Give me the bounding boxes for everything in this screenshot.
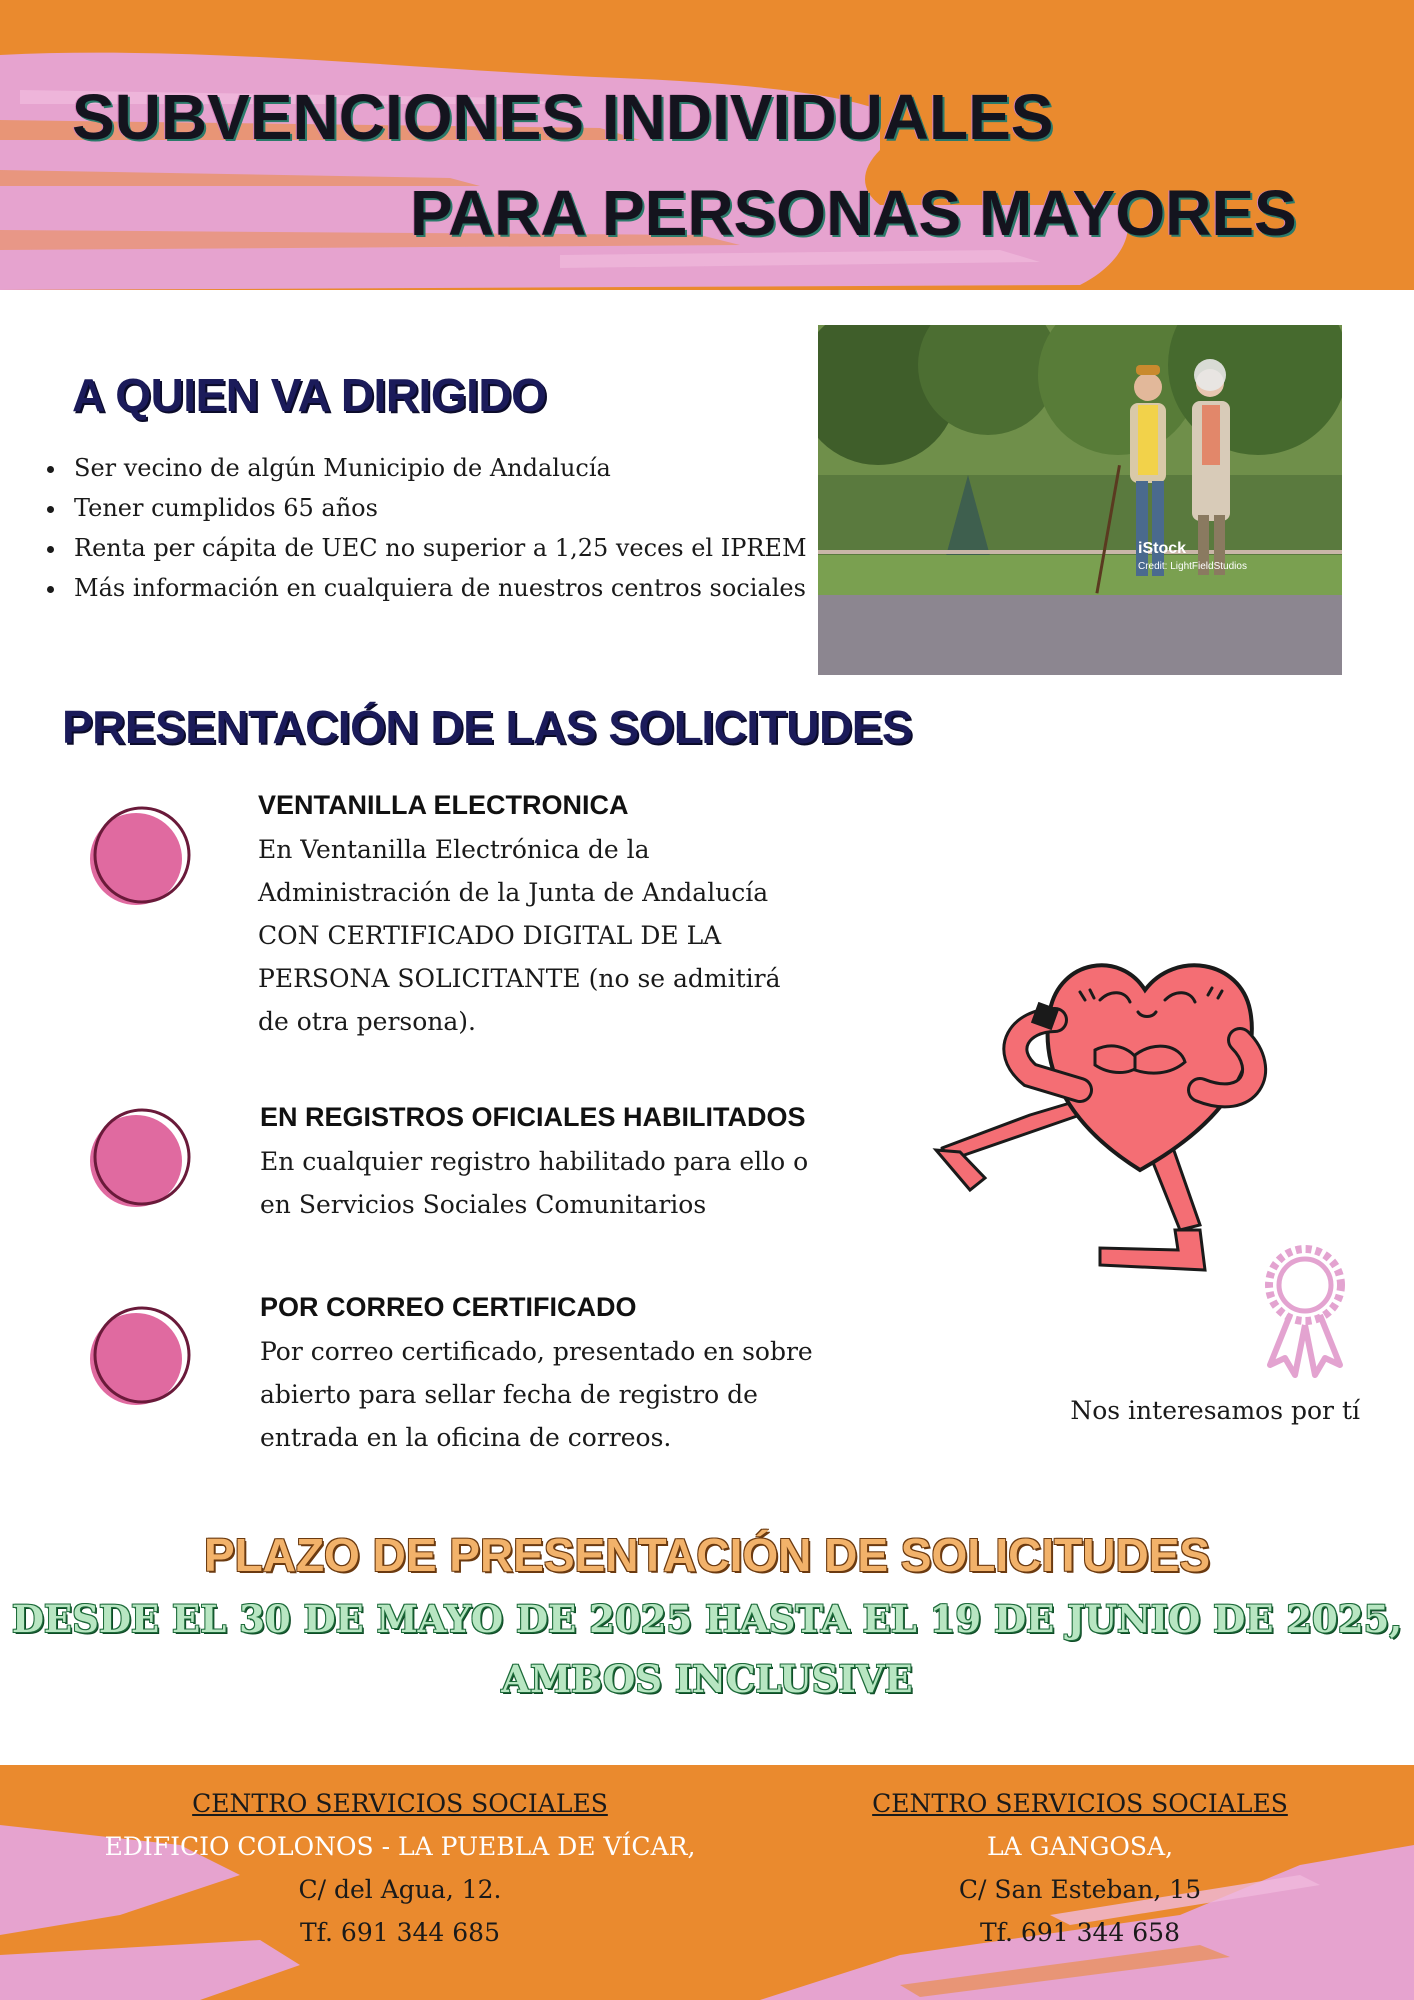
photo-credit: Credit: LightFieldStudios <box>1138 561 1247 572</box>
method-1-title: VENTANILLA ELECTRONICA <box>258 790 629 820</box>
method-3-line: abierto para sellar fecha de registro de <box>260 1380 758 1409</box>
footer-center-left <box>70 1782 730 1954</box>
method-2-line: En cualquier registro habilitado para ello o <box>260 1147 809 1176</box>
photo-illustration <box>818 325 1342 675</box>
deadline-dates: DESDE EL 30 DE MAYO DE 2025 HASTA EL 19 DE JUNIO DE 2025, <box>11 1597 1403 1641</box>
list-item: • Tener cumplidos 65 años <box>68 488 828 528</box>
footer-center-right <box>800 1782 1360 1954</box>
method-2-circle-icon <box>86 1106 192 1212</box>
footer-right-phone: Tf. 691 344 658 <box>980 1918 1180 1947</box>
footer-right-title: CENTRO SERVICIOS SOCIALES <box>872 1789 1288 1818</box>
method-3-circle-icon <box>86 1304 192 1410</box>
audience-heading: A QUIEN VA DIRIGIDO <box>72 369 547 421</box>
method-1-line: PERSONA SOLICITANTE (no se admitirá <box>258 964 781 993</box>
submission-heading: PRESENTACIÓN DE LAS SOLICITUDES <box>62 701 913 753</box>
method-1-body <box>258 828 818 1043</box>
footer-left-title: CENTRO SERVICIOS SOCIALES <box>192 1789 608 1818</box>
method-3-line: entrada en la oficina de correos. <box>260 1423 672 1452</box>
footer-right-address: C/ San Esteban, 15 <box>958 1875 1202 1904</box>
method-2-body <box>260 1140 820 1226</box>
method-3-line: Por correo certificado, presentado en sobre <box>260 1337 813 1366</box>
award-ribbon-icon <box>1250 1240 1360 1380</box>
title-line-1: SUBVENCIONES INDIVIDUALES <box>72 81 1054 153</box>
footer-left-phone: Tf. 691 344 685 <box>300 1918 500 1947</box>
method-1-circle-icon <box>86 804 192 910</box>
list-item: • Más información en cualquiera de nuestros centros sociales <box>68 568 828 608</box>
method-1-line: Administración de la Junta de Andalucía <box>258 878 769 907</box>
method-2-line: en Servicios Sociales Comunitarios <box>260 1190 707 1219</box>
header-banner <box>0 0 1414 290</box>
deadline-inclusive: AMBOS INCLUSIVE <box>501 1657 913 1701</box>
method-3-body <box>260 1330 820 1459</box>
method-1-line: de otra persona). <box>258 1007 476 1036</box>
elderly-couple-photo <box>818 325 1342 675</box>
footer-left-name: EDIFICIO COLONOS - LA PUEBLA DE VÍCAR, <box>104 1832 696 1861</box>
method-1-line: En Ventanilla Electrónica de la <box>258 835 650 864</box>
method-3-title: POR CORREO CERTIFICADO <box>260 1292 637 1322</box>
method-2-title: EN REGISTROS OFICIALES HABILITADOS <box>260 1102 806 1132</box>
deadline-heading: PLAZO DE PRESENTACIÓN DE SOLICITUDES <box>203 1529 1211 1581</box>
title-line-2: PARA PERSONAS MAYORES <box>410 177 1297 249</box>
list-item: • Ser vecino de algún Municipio de Andalucía <box>68 448 828 488</box>
footer-left-address: C/ del Agua, 12. <box>298 1875 502 1904</box>
istock-watermark: iStock <box>1138 540 1187 557</box>
footer-right-name: LA GANGOSA, <box>986 1832 1174 1861</box>
list-item: • Renta per cápita de UEC no superior a 1,25 veces el IPREM <box>68 528 828 568</box>
slogan-text: Nos interesamos por tí <box>1070 1396 1360 1425</box>
audience-list <box>40 448 828 608</box>
method-1-line: CON CERTIFICADO DIGITAL DE LA <box>258 921 722 950</box>
